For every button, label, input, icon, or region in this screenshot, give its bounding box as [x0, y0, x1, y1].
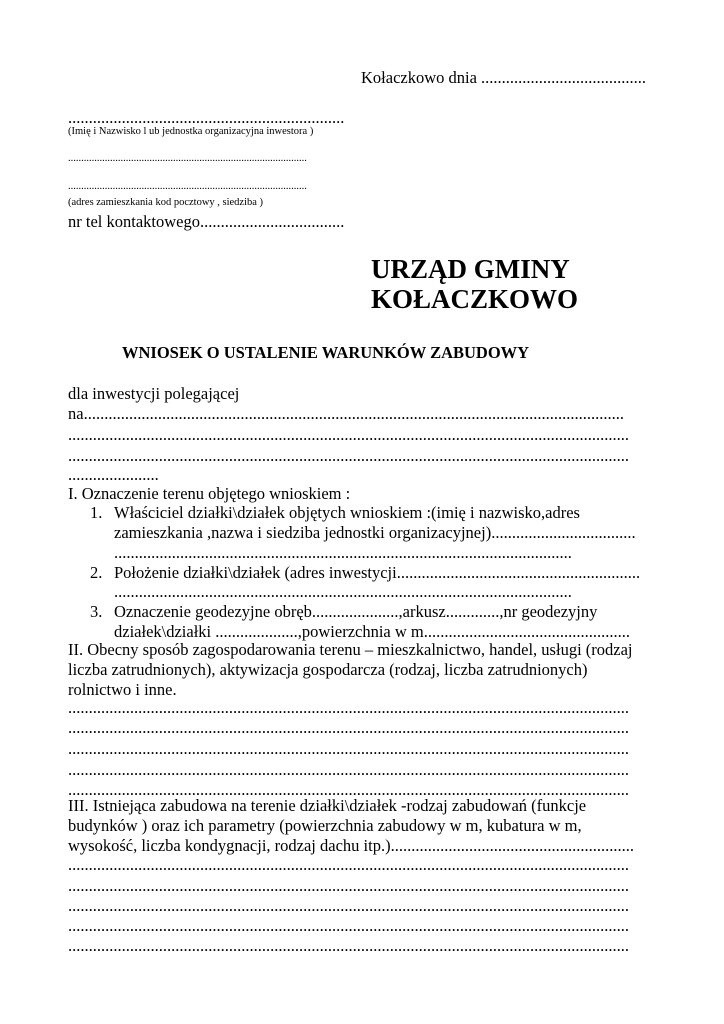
section3-dots-3: ........................................................................................................................................: [68, 898, 629, 915]
section3-dots-5: ........................................................................................................................................: [68, 938, 629, 955]
section2-dots-2: ........................................................................................................................................: [68, 720, 629, 737]
item1-line-2: zamieszkania ,nazwa i siedziba jednostki organizacyjnej)...................................: [114, 525, 636, 542]
investor-name-dots: ...................................................................: [68, 108, 345, 127]
item2-number: 2.: [90, 563, 103, 582]
item2-line-2: ...............................................................................................................: [114, 584, 572, 601]
section2-dots-4: ........................................................................................................................................: [68, 762, 629, 779]
section3-line-2: budynków ) oraz ich parametry (powierzchnia zabudowy w m, kubatura w m,: [68, 816, 582, 835]
intro-line-4: ........................................................................................................................................: [68, 448, 629, 465]
phone-line: nr tel kontaktowego...................................: [68, 212, 345, 231]
section2-line-2: liczba zatrudnionych), aktywizacja gospodarcza (rodzaj, liczba zatrudnionych): [68, 660, 588, 679]
intro-line-5: ......................: [68, 465, 159, 484]
document-title: WNIOSEK O USTALENIE WARUNKÓW ZABUDOWY: [122, 343, 530, 362]
item3-line-2: działek\działki ....................,powierzchnia w m..................................................: [114, 624, 630, 641]
intro-line-2: na...................................................................................................................................: [68, 406, 624, 423]
section3-line-3: wysokość, liczba kondygnacji, rodzaj dachu itp.)...........................................................: [68, 838, 634, 855]
place-date-line: Kołaczkowo dnia ........................................: [361, 68, 647, 87]
section3-dots-2: ........................................................................................................................................: [68, 878, 629, 895]
section1-heading: I. Oznaczenie terenu objętego wnioskiem :: [68, 484, 351, 503]
item3-line-1: Oznaczenie geodezyjne obręb.....................,arkusz.............,nr geodezyjny: [114, 602, 598, 621]
section2-dots-5: ........................................................................................................................................: [68, 782, 629, 799]
item1-line-3: ...............................................................................................................: [114, 545, 572, 562]
section2-line-1: II. Obecny sposób zagospodarowania terenu – mieszkalnictwo, handel, usługi (rodzaj: [68, 640, 633, 659]
intro-line-3: ........................................................................................................................................: [68, 427, 629, 444]
investor-extra-dots-2: ...........................................................................................: [68, 181, 307, 192]
item1-number: 1.: [90, 503, 103, 522]
section3-dots-1: ........................................................................................................................................: [68, 857, 629, 874]
section3-dots-4: ........................................................................................................................................: [68, 918, 629, 935]
address-caption: (adres zamieszkania kod pocztowy , siedziba ): [68, 197, 264, 208]
investor-extra-dots-1: ...........................................................................................: [68, 153, 307, 164]
section3-line-1: III. Istniejąca zabudowa na terenie działki\działek -rodzaj zabudowań (funkcje: [68, 796, 587, 815]
investor-caption: (Imię i Nazwisko l ub jednostka organizacyjna inwestora ): [68, 126, 314, 137]
intro-line-1: dla inwestycji polegającej: [68, 384, 240, 403]
section2-dots-1: ........................................................................................................................................: [68, 700, 629, 717]
office-name-line2: KOŁACZKOWO: [371, 284, 579, 314]
item2-line-1: Położenie działki\działek (adres inwestycji...........................................................: [114, 565, 641, 582]
section2-dots-3: ........................................................................................................................................: [68, 741, 629, 758]
section2-line-3: rolnictwo i inne.: [68, 680, 177, 699]
office-name-line1: URZĄD GMINY: [371, 254, 570, 284]
item1-line-1: Właściciel działki\działek objętych wnioskiem :(imię i nazwisko,adres: [114, 503, 580, 522]
item3-number: 3.: [90, 602, 103, 621]
